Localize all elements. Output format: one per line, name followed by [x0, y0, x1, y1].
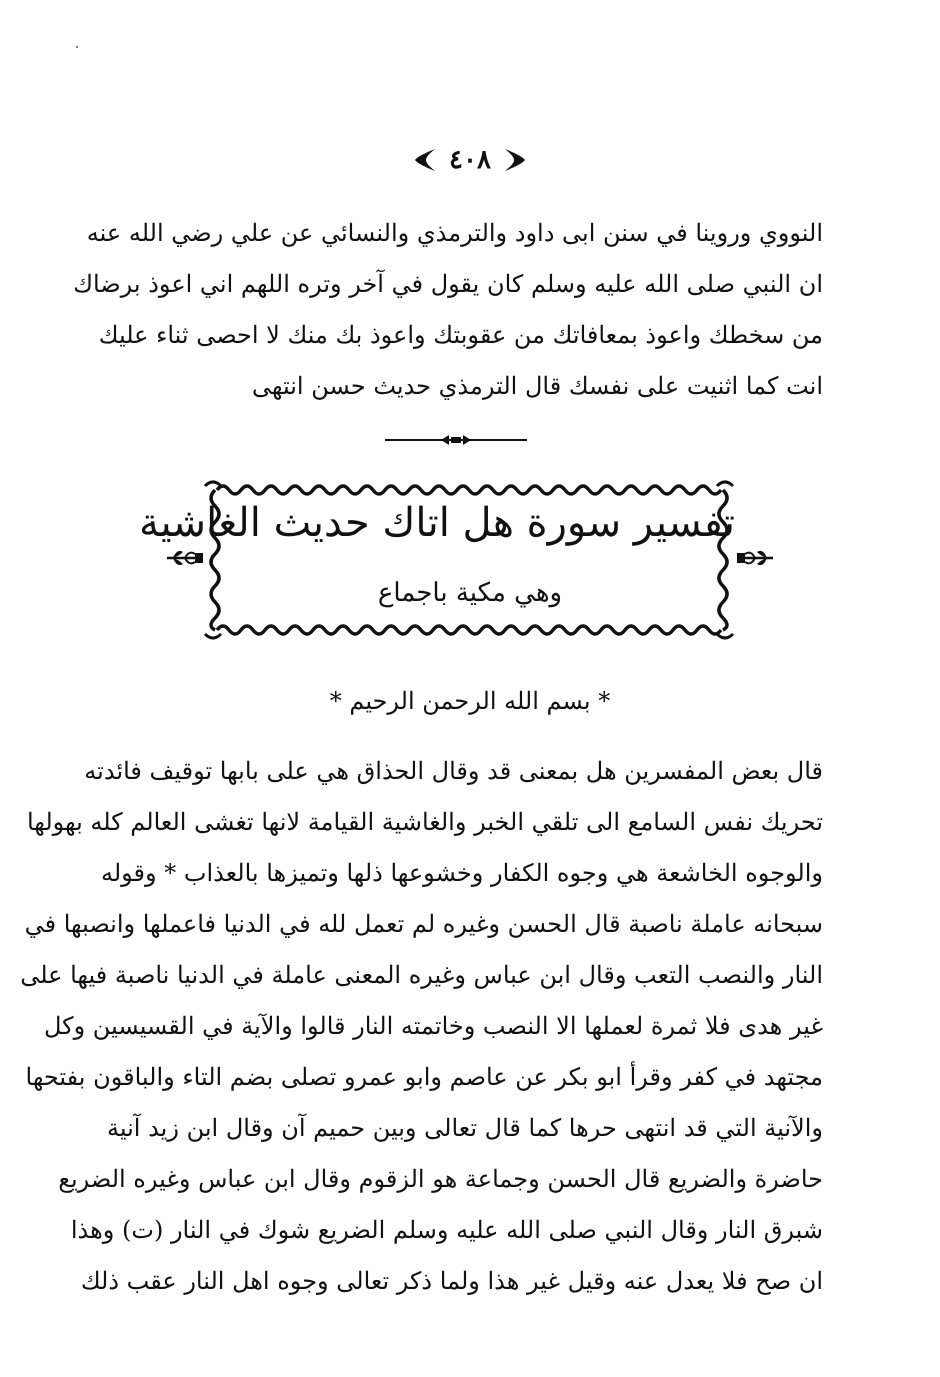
- text-line: والآنية التي قد انتهى حرها كما قال تعالى وبين حميم آن وقال ابن زيد آنية: [106, 1114, 823, 1142]
- chapter-title: تفسير سورة هل اتاك حديث الغاشية: [139, 500, 735, 546]
- page-header: [0, 138, 940, 182]
- text-line: ان صح فلا يعدل عنه وقيل غير هذا ولما ذكر تعالى وجوه اهل النار عقب ذلك: [80, 1267, 823, 1295]
- right-flourish-ornament-icon: [737, 551, 773, 565]
- text-line: من سخطك واعوذ بمعافاتك من عقوبتك واعوذ بك منك لا احصى ثناء عليك: [98, 321, 823, 349]
- text-line: والوجوه الخاشعة هي وجوه الكفار وخشوعها ذلها وتميزها بالعذاب * وقوله: [100, 859, 823, 887]
- text-line: غير هدى فلا ثمرة لعملها الا النصب وخاتمته النار قالوا والآية في القسيسين وكل: [43, 1012, 823, 1040]
- text-line: النووي وروينا في سنن ابى داود والترمذي والنسائي عن علي رضي الله عنه: [86, 219, 823, 247]
- chapter-title-cartouche: [139, 472, 775, 647]
- text-line: قال بعض المفسرين هل بمعنى قد وقال الحذاق هي على بابها توقيف فائدته: [84, 757, 823, 785]
- text-line: حاضرة والضريع قال الحسن وجماعة هو الزقوم وقال ابن عباس وغيره الضريع: [58, 1165, 823, 1193]
- text-line: مجتهد في كفر وقرأ ابو بكر عن عاصم وابو عمرو تصلى بضم التاء والباقون بفتحها: [25, 1063, 823, 1091]
- text-line: النار والنصب التعب وقال ابن عباس وغيره المعنى عاملة في الدنيا ناصبة فيها على: [20, 961, 823, 989]
- text-line: شبرق النار وقال النبي صلى الله عليه وسلم الضريع شوك في النار (ت) وهذا: [70, 1216, 823, 1244]
- text-line: ان النبي صلى الله عليه وسلم كان يقول في آخر وتره اللهم اني اعوذ برضاك: [73, 270, 823, 298]
- left-bracket-ornament-icon: [413, 147, 439, 173]
- intro-paragraph: [73, 208, 823, 412]
- right-bracket-ornament-icon: [501, 147, 527, 173]
- body-paragraph: [20, 746, 823, 1307]
- page-number: ٤٠٨: [449, 145, 491, 175]
- section-divider-ornament: [383, 430, 529, 450]
- paper-speck: [76, 46, 78, 48]
- chapter-subtitle: وهي مكية باجماع: [377, 578, 563, 608]
- text-line: تحريك نفس السامع الى تلقي الخبر والغاشية القيامة لانها تغشى العالم كله بهولها: [26, 808, 823, 836]
- text-line: انت كما اثنيت على نفسك قال الترمذي حديث حسن انتهى: [251, 372, 823, 400]
- text-line: سبحانه عاملة ناصبة قال الحسن وغيره لم تعمل لله في الدنيا فاعملها وانصبها في: [24, 910, 823, 938]
- basmala: * بسم الله الرحمن الرحيم *: [329, 687, 611, 715]
